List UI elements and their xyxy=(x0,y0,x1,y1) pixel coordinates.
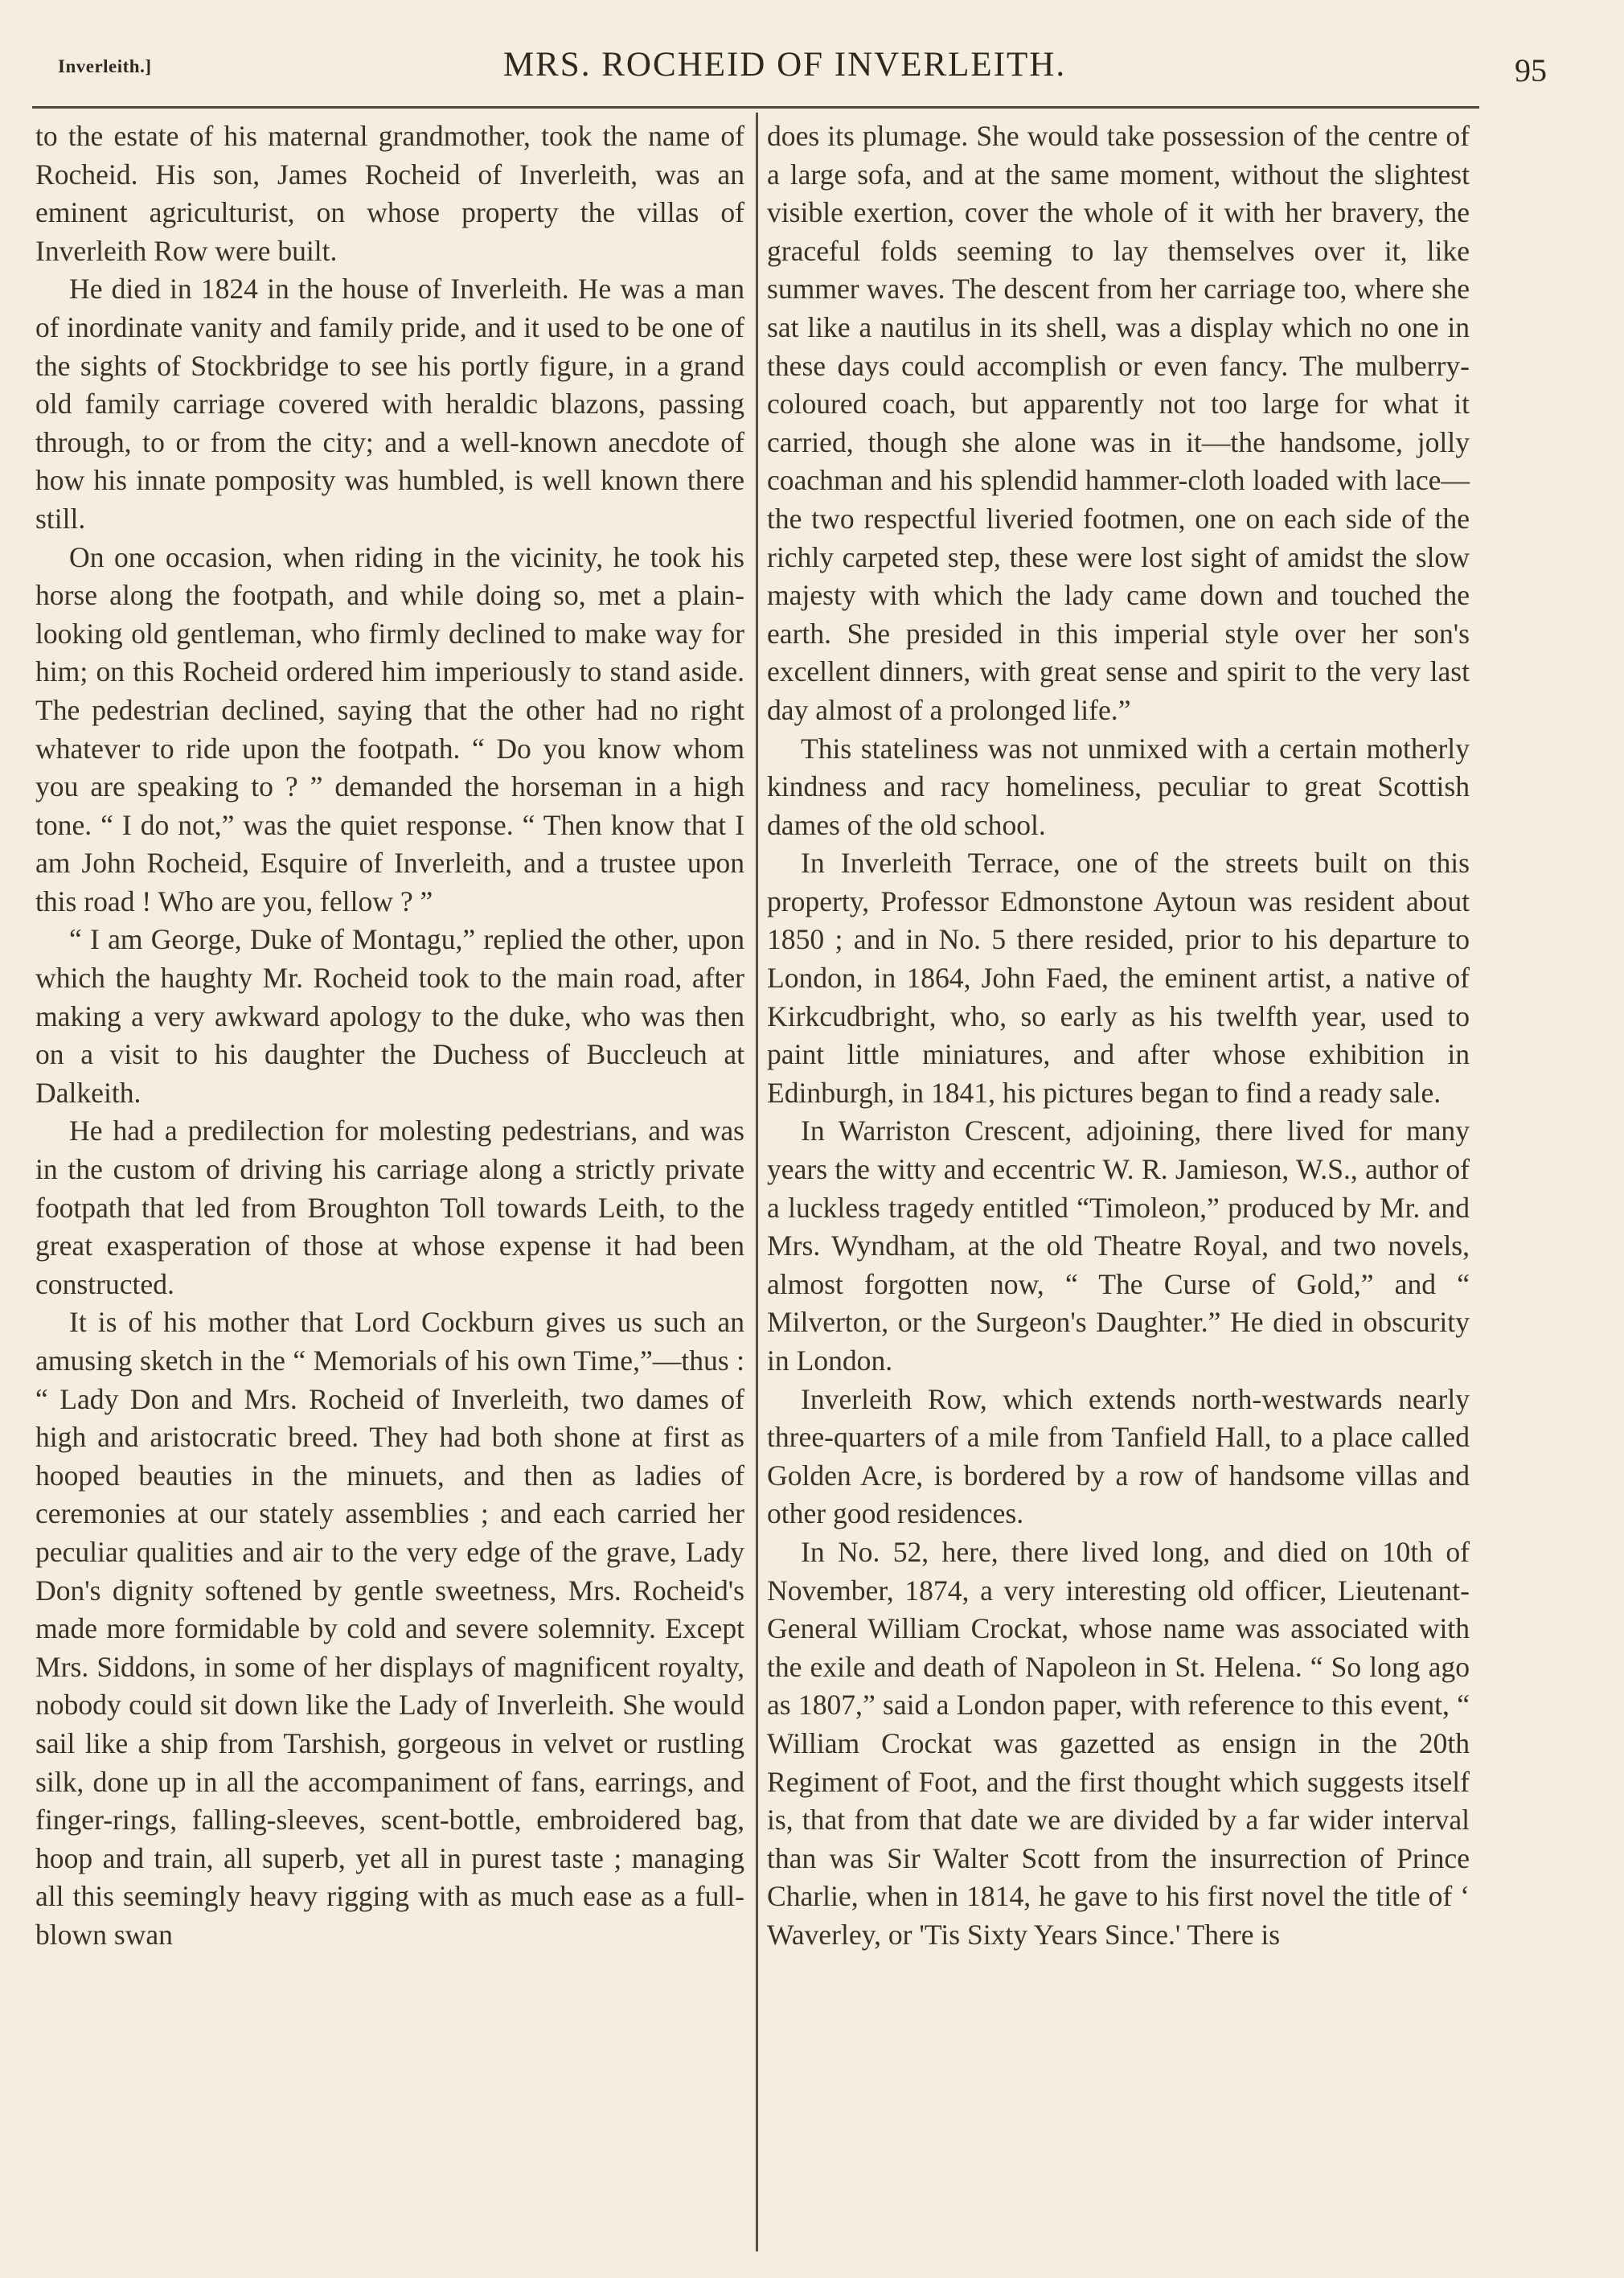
paragraph: He died in 1824 in the house of Inverleith. He was a man of inordinate vanity and family pride, and it used to be one of the sights of Stockbridge to see his portly figure, in a grand old family carriage covered with heraldic blazons, passing through, to or from the city; and a well-known anecdote of how his innate pomposity was humbled, is well known there still. xyxy=(35,273,744,535)
header-rule xyxy=(32,106,1479,109)
column-divider xyxy=(756,113,758,2251)
paragraph: On one occasion, when riding in the vicinity, he took his horse along the footpath, and while doing so, met a plain-looking old gentleman, who firmly declined to make way for him; on this Rocheid ordered him imperiously to stand aside. The pedestrian declined, saying that the other had no right whatever to ride upon the footpath. “ Do you know whom you are speaking to ? ” demanded the horseman in a high tone. “ I do not,” was the quiet response. “ Then know that I am John Rocheid, Esquire of Inverleith, and a trustee upon this road ! Who are you, fellow ? ” xyxy=(35,540,744,917)
paragraph: He had a predilection for molesting pedestrians, and was in the custom of driving his carriage along a strictly private footpath that led from Broughton Toll towards Leith, to the great exasperation of those at whose expense it had been constructed. xyxy=(35,1114,744,1300)
page-title: MRS. ROCHEID OF INVERLEITH. xyxy=(502,46,1067,84)
running-head: Inverleith.] xyxy=(58,56,152,76)
paragraph: This stateliness was not unmixed with a certain motherly kindness and racy homeliness, peculiar to great Scottish dames of the old school. xyxy=(767,732,1470,841)
paragraph: In Warriston Crescent, adjoining, there lived for many years the witty and eccentric W. R. Jamieson, W.S., author of a luckless tragedy entitled “Timoleon,” produced by Mr. and Mrs. Wyndham, at the old Theatre Royal, and two novels, almost forgotten now, “ The Curse of Gold,” and “ Milverton, or the Surgeon's Daughter.” He died in obscurity in London. xyxy=(767,1114,1470,1377)
right-column xyxy=(767,117,1470,1955)
page-number: 95 xyxy=(1515,52,1547,88)
paragraph: to the estate of his maternal grandmother, took the name of Rocheid. His son, James Rocheid of Inverleith, was an eminent agriculturist, on whose property the villas of Inverleith Row were built. xyxy=(35,120,744,267)
paragraph: “ I am George, Duke of Montagu,” replied the other, upon which the haughty Mr. Rocheid took to the main road, after making a very awkward apology to the duke, who was then on a visit to his daughter the Duchess of Buccleuch at Dalkeith. xyxy=(35,923,744,1109)
paragraph: It is of his mother that Lord Cockburn gives us such an amusing sketch in the “ Memorials of his own Time,”—thus : “ Lady Don and Mrs. Rocheid of Inverleith, two dames of high and aristocratic breed. They had both shone at first as hooped beauties in the minuets, and then as ladies of ceremonies at our stately assemblies ; and each carried her peculiar qualities and air to the very edge of the grave, Lady Don's dignity softened by gentle sweetness, Mrs. Rocheid's made more formidable by cold and severe solemnity. Except Mrs. Siddons, in some of her displays of magnificent royalty, nobody could sit down like the Lady of Inverleith. She would sail like a ship from Tarshish, gorgeous in velvet or rustling silk, done up in all the accompaniment of fans, earrings, and finger-rings, falling-sleeves, scent-bottle, embroidered bag, hoop and train, all superb, yet all in purest taste ; managing all this seemingly heavy rigging with as much ease as a full-blown swan xyxy=(35,1306,744,1951)
paragraph: does its plumage. She would take possession of the centre of a large sofa, and at the same moment, without the slightest visible exertion, cover the whole of it with her bravery, the graceful folds seeming to lay themselves over it, like summer waves. The descent from her carriage too, where she sat like a nautilus in its shell, was a display which no one in these days could accomplish or even fancy. The mulberry-coloured coach, but apparently not too large for what it carried, though she alone was in it—the handsome, jolly coachman and his splendid hammer-cloth loaded with lace—the two respectful liveried footmen, one on each side of the richly carpeted step, these were lost sight of amidst the slow majesty with which the lady came down and touched the earth. She presided in this imperial style over her son's excellent dinners, with great sense and spirit to the very last day almost of a prolonged life.” xyxy=(767,120,1470,726)
paragraph: In No. 52, here, there lived long, and died on 10th of November, 1874, a very interesting old officer, Lieutenant-General William Crockat, whose name was associated with the exile and death of Napoleon in St. Helena. “ So long ago as 1807,” said a London paper, with reference to this event, “ William Crockat was gazetted as ensign in the 20th Regiment of Foot, and the first thought which suggests itself is, that from that date we are divided by a far wider interval than was Sir Walter Scott from the insurrection of Prince Charlie, when in 1814, he gave to his first novel the title of ‘ Waverley, or 'Tis Sixty Years Since.' There is xyxy=(767,1535,1470,1951)
paragraph: In Inverleith Terrace, one of the streets built on this property, Professor Edmonstone Aytoun was resident about 1850 ; and in No. 5 there resided, prior to his departure to London, in 1864, John Faed, the eminent artist, a native of Kirkcudbright, who, so early as his twelfth year, used to paint little miniatures, and after whose exhibition in Edinburgh, in 1841, his pictures began to find a ready sale. xyxy=(767,847,1470,1109)
left-column xyxy=(35,117,744,1955)
paragraph: Inverleith Row, which extends north-westwards nearly three-quarters of a mile from Tanfield Hall, to a place called Golden Acre, is bordered by a row of handsome villas and other good residences. xyxy=(767,1382,1470,1530)
page-header xyxy=(34,39,1547,95)
